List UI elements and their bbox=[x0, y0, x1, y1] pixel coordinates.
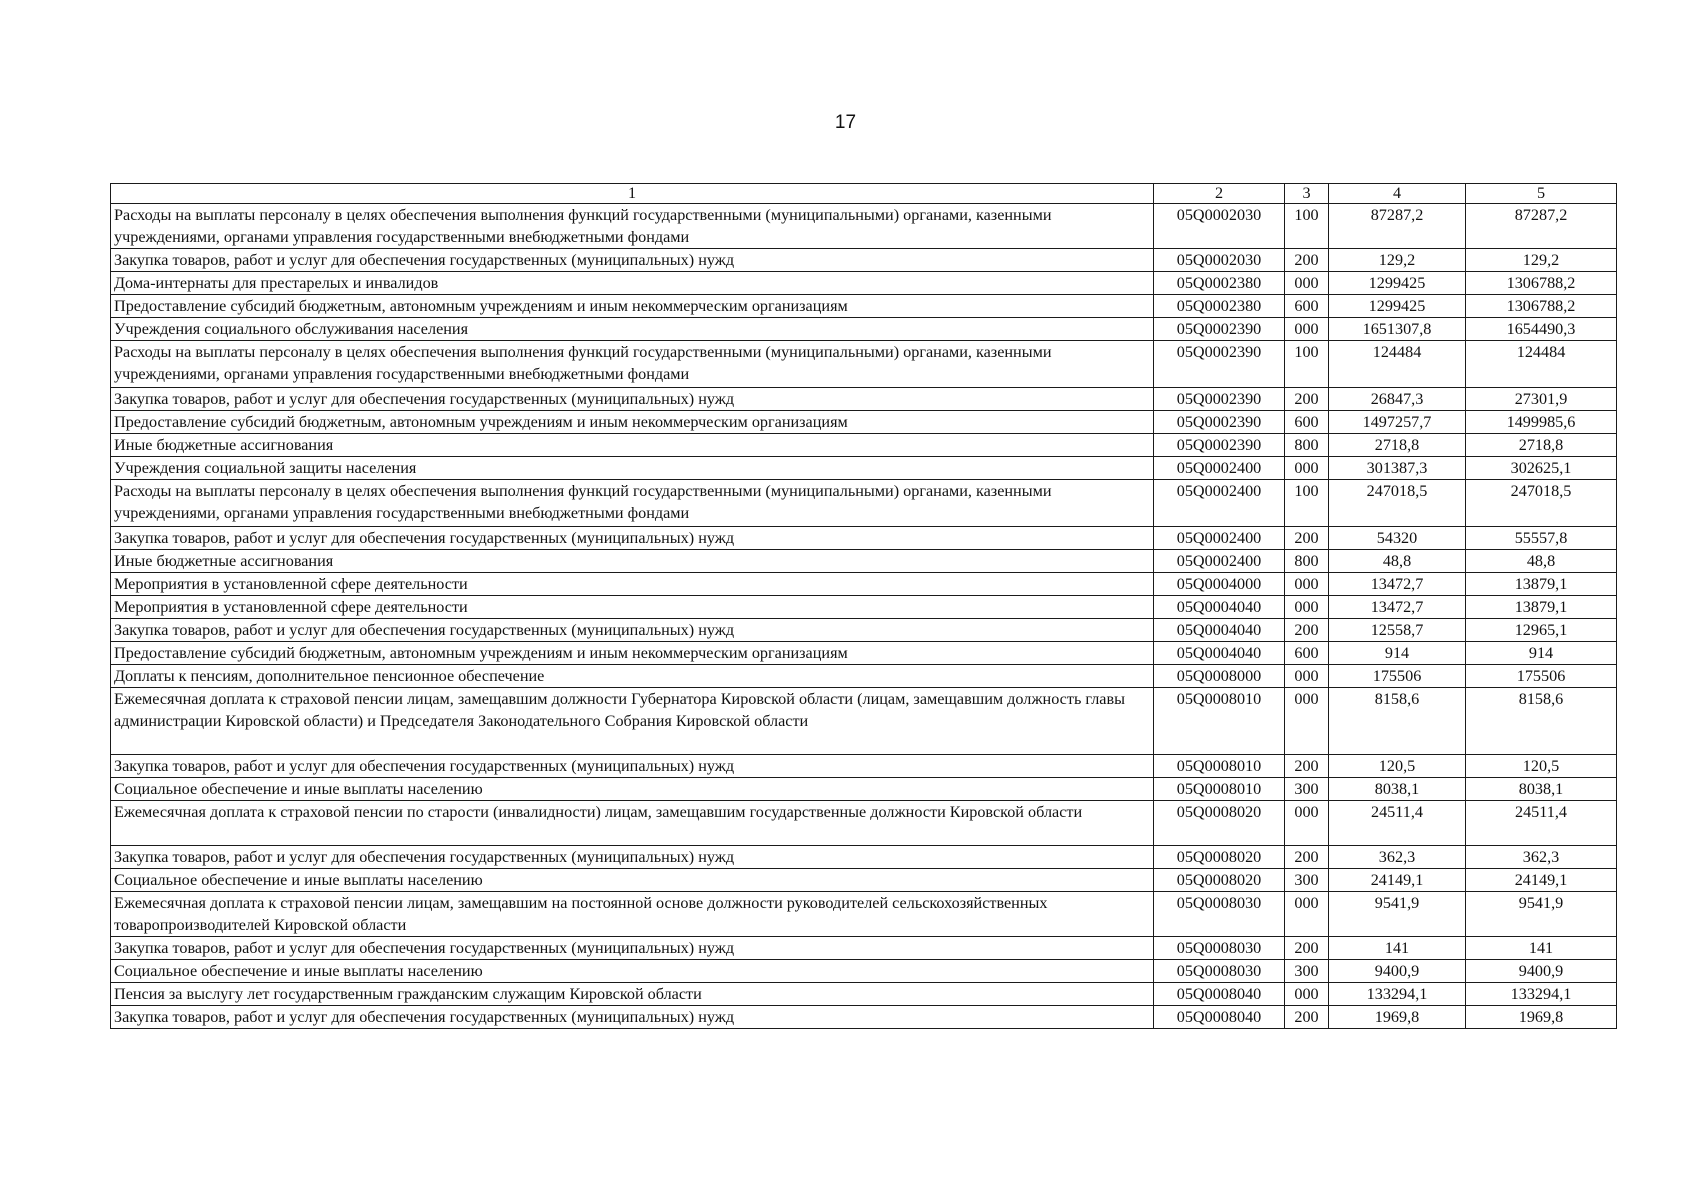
table-row bbox=[111, 434, 1617, 457]
row-name-cell: Расходы на выплаты персоналу в целях обеспечения выполнения функций государственными (муниципальными) органами, казенными учреждениями, органами управления государственными внебюджетными фондами bbox=[111, 204, 1154, 249]
row-value-1-cell: 914 bbox=[1329, 642, 1466, 665]
row-type-cell: 000 bbox=[1285, 688, 1329, 755]
row-value-1-cell: 87287,2 bbox=[1329, 204, 1466, 249]
header-col-2: 2 bbox=[1154, 184, 1285, 204]
row-value-2-cell: 1306788,2 bbox=[1466, 272, 1617, 295]
row-name-cell: Учреждения социального обслуживания населения bbox=[111, 318, 1154, 341]
table-header-row bbox=[111, 184, 1617, 204]
table-row bbox=[111, 846, 1617, 869]
row-name-cell: Социальное обеспечение и иные выплаты населению bbox=[111, 960, 1154, 983]
table-row bbox=[111, 249, 1617, 272]
row-value-1-cell: 1299425 bbox=[1329, 295, 1466, 318]
table-row bbox=[111, 388, 1617, 411]
row-type-cell: 000 bbox=[1285, 457, 1329, 480]
row-value-1-cell: 24149,1 bbox=[1329, 869, 1466, 892]
header-col-4: 4 bbox=[1329, 184, 1466, 204]
row-name-cell: Предоставление субсидий бюджетным, автономным учреждениям и иным некоммерческим организациям bbox=[111, 411, 1154, 434]
row-type-cell: 100 bbox=[1285, 480, 1329, 527]
row-value-1-cell: 247018,5 bbox=[1329, 480, 1466, 527]
budget-table bbox=[110, 183, 1617, 1029]
row-code-cell: 05Q0008010 bbox=[1154, 755, 1285, 778]
row-value-1-cell: 1651307,8 bbox=[1329, 318, 1466, 341]
row-code-cell: 05Q0002390 bbox=[1154, 318, 1285, 341]
row-value-2-cell: 8038,1 bbox=[1466, 778, 1617, 801]
table-row bbox=[111, 869, 1617, 892]
row-value-1-cell: 54320 bbox=[1329, 527, 1466, 550]
row-type-cell: 100 bbox=[1285, 204, 1329, 249]
row-name-cell: Социальное обеспечение и иные выплаты населению bbox=[111, 869, 1154, 892]
table-row bbox=[111, 892, 1617, 937]
row-name-cell: Предоставление субсидий бюджетным, автономным учреждениям и иным некоммерческим организациям bbox=[111, 295, 1154, 318]
row-value-2-cell: 362,3 bbox=[1466, 846, 1617, 869]
row-code-cell: 05Q0002380 bbox=[1154, 295, 1285, 318]
row-value-1-cell: 48,8 bbox=[1329, 550, 1466, 573]
table-row bbox=[111, 665, 1617, 688]
row-value-1-cell: 124484 bbox=[1329, 341, 1466, 388]
row-name-cell: Доплаты к пенсиям, дополнительное пенсионное обеспечение bbox=[111, 665, 1154, 688]
row-value-1-cell: 2718,8 bbox=[1329, 434, 1466, 457]
table-row bbox=[111, 341, 1617, 388]
row-code-cell: 05Q0008030 bbox=[1154, 892, 1285, 937]
row-value-2-cell: 2718,8 bbox=[1466, 434, 1617, 457]
row-value-1-cell: 13472,7 bbox=[1329, 596, 1466, 619]
row-code-cell: 05Q0002400 bbox=[1154, 550, 1285, 573]
row-value-1-cell: 1969,8 bbox=[1329, 1006, 1466, 1029]
row-name-cell: Закупка товаров, работ и услуг для обеспечения государственных (муниципальных) нужд bbox=[111, 388, 1154, 411]
row-value-2-cell: 1499985,6 bbox=[1466, 411, 1617, 434]
row-code-cell: 05Q0008040 bbox=[1154, 983, 1285, 1006]
table-row bbox=[111, 688, 1617, 755]
row-value-2-cell: 141 bbox=[1466, 937, 1617, 960]
row-value-2-cell: 87287,2 bbox=[1466, 204, 1617, 249]
row-value-2-cell: 247018,5 bbox=[1466, 480, 1617, 527]
row-value-2-cell: 13879,1 bbox=[1466, 573, 1617, 596]
row-name-cell: Закупка товаров, работ и услуг для обеспечения государственных (муниципальных) нужд bbox=[111, 1006, 1154, 1029]
row-name-cell: Расходы на выплаты персоналу в целях обеспечения выполнения функций государственными (муниципальными) органами, казенными учреждениями, органами управления государственными внебюджетными фондами bbox=[111, 480, 1154, 527]
row-value-2-cell: 302625,1 bbox=[1466, 457, 1617, 480]
row-name-cell: Ежемесячная доплата к страховой пенсии лицам, замещавшим должности Губернатора Кировской области (лицам, замещавшим должность главы администрации Кировской области) и Председателя Законодательного Собрания Кировской области bbox=[111, 688, 1154, 755]
row-type-cell: 300 bbox=[1285, 778, 1329, 801]
page-number: 17 bbox=[834, 112, 857, 133]
row-type-cell: 200 bbox=[1285, 388, 1329, 411]
row-value-1-cell: 1299425 bbox=[1329, 272, 1466, 295]
row-value-2-cell: 48,8 bbox=[1466, 550, 1617, 573]
row-code-cell: 05Q0002390 bbox=[1154, 411, 1285, 434]
row-type-cell: 200 bbox=[1285, 619, 1329, 642]
row-type-cell: 600 bbox=[1285, 411, 1329, 434]
row-value-2-cell: 9400,9 bbox=[1466, 960, 1617, 983]
row-value-2-cell: 8158,6 bbox=[1466, 688, 1617, 755]
row-name-cell: Закупка товаров, работ и услуг для обеспечения государственных (муниципальных) нужд bbox=[111, 755, 1154, 778]
row-name-cell: Закупка товаров, работ и услуг для обеспечения государственных (муниципальных) нужд bbox=[111, 619, 1154, 642]
row-value-1-cell: 12558,7 bbox=[1329, 619, 1466, 642]
row-value-2-cell: 12965,1 bbox=[1466, 619, 1617, 642]
row-code-cell: 05Q0004040 bbox=[1154, 642, 1285, 665]
row-name-cell: Пенсия за выслугу лет государственным гражданским служащим Кировской области bbox=[111, 983, 1154, 1006]
row-code-cell: 05Q0008020 bbox=[1154, 801, 1285, 846]
table-row bbox=[111, 550, 1617, 573]
row-value-1-cell: 8158,6 bbox=[1329, 688, 1466, 755]
row-code-cell: 05Q0002400 bbox=[1154, 527, 1285, 550]
table-row bbox=[111, 573, 1617, 596]
row-value-2-cell: 914 bbox=[1466, 642, 1617, 665]
row-name-cell: Ежемесячная доплата к страховой пенсии лицам, замещавшим на постоянной основе должности руководителей сельскохозяйственных товаропроизводителей Кировской области bbox=[111, 892, 1154, 937]
table-row bbox=[111, 204, 1617, 249]
row-value-1-cell: 120,5 bbox=[1329, 755, 1466, 778]
row-code-cell: 05Q0008020 bbox=[1154, 846, 1285, 869]
row-code-cell: 05Q0002400 bbox=[1154, 457, 1285, 480]
row-type-cell: 600 bbox=[1285, 642, 1329, 665]
row-type-cell: 800 bbox=[1285, 434, 1329, 457]
row-value-1-cell: 133294,1 bbox=[1329, 983, 1466, 1006]
row-type-cell: 300 bbox=[1285, 960, 1329, 983]
row-code-cell: 05Q0008020 bbox=[1154, 869, 1285, 892]
row-code-cell: 05Q0002380 bbox=[1154, 272, 1285, 295]
table-row bbox=[111, 755, 1617, 778]
row-type-cell: 000 bbox=[1285, 272, 1329, 295]
row-code-cell: 05Q0002400 bbox=[1154, 480, 1285, 527]
table-row bbox=[111, 596, 1617, 619]
row-type-cell: 200 bbox=[1285, 755, 1329, 778]
row-name-cell: Предоставление субсидий бюджетным, автономным учреждениям и иным некоммерческим организациям bbox=[111, 642, 1154, 665]
row-type-cell: 000 bbox=[1285, 892, 1329, 937]
table-body bbox=[111, 204, 1617, 1029]
row-type-cell: 200 bbox=[1285, 1006, 1329, 1029]
row-type-cell: 000 bbox=[1285, 983, 1329, 1006]
row-code-cell: 05Q0002390 bbox=[1154, 341, 1285, 388]
row-value-2-cell: 55557,8 bbox=[1466, 527, 1617, 550]
row-value-1-cell: 9541,9 bbox=[1329, 892, 1466, 937]
row-code-cell: 05Q0008030 bbox=[1154, 937, 1285, 960]
row-name-cell: Закупка товаров, работ и услуг для обеспечения государственных (муниципальных) нужд bbox=[111, 846, 1154, 869]
row-name-cell: Закупка товаров, работ и услуг для обеспечения государственных (муниципальных) нужд bbox=[111, 527, 1154, 550]
row-value-2-cell: 175506 bbox=[1466, 665, 1617, 688]
row-name-cell: Иные бюджетные ассигнования bbox=[111, 550, 1154, 573]
row-name-cell: Социальное обеспечение и иные выплаты населению bbox=[111, 778, 1154, 801]
row-code-cell: 05Q0002030 bbox=[1154, 204, 1285, 249]
row-value-2-cell: 9541,9 bbox=[1466, 892, 1617, 937]
table-row bbox=[111, 983, 1617, 1006]
table-row bbox=[111, 1006, 1617, 1029]
row-name-cell: Расходы на выплаты персоналу в целях обеспечения выполнения функций государственными (муниципальными) органами, казенными учреждениями, органами управления государственными внебюджетными фондами bbox=[111, 341, 1154, 388]
row-value-2-cell: 129,2 bbox=[1466, 249, 1617, 272]
row-type-cell: 100 bbox=[1285, 341, 1329, 388]
row-code-cell: 05Q0002390 bbox=[1154, 388, 1285, 411]
row-type-cell: 000 bbox=[1285, 573, 1329, 596]
row-value-1-cell: 26847,3 bbox=[1329, 388, 1466, 411]
header-col-5: 5 bbox=[1466, 184, 1617, 204]
row-code-cell: 05Q0004040 bbox=[1154, 619, 1285, 642]
row-value-1-cell: 9400,9 bbox=[1329, 960, 1466, 983]
row-code-cell: 05Q0008040 bbox=[1154, 1006, 1285, 1029]
row-code-cell: 05Q0008000 bbox=[1154, 665, 1285, 688]
row-value-2-cell: 133294,1 bbox=[1466, 983, 1617, 1006]
row-value-2-cell: 27301,9 bbox=[1466, 388, 1617, 411]
row-value-1-cell: 24511,4 bbox=[1329, 801, 1466, 846]
table-row bbox=[111, 295, 1617, 318]
row-value-2-cell: 24511,4 bbox=[1466, 801, 1617, 846]
row-type-cell: 000 bbox=[1285, 801, 1329, 846]
row-value-1-cell: 141 bbox=[1329, 937, 1466, 960]
row-value-2-cell: 1306788,2 bbox=[1466, 295, 1617, 318]
row-type-cell: 600 bbox=[1285, 295, 1329, 318]
table-row bbox=[111, 937, 1617, 960]
row-type-cell: 200 bbox=[1285, 937, 1329, 960]
table-row bbox=[111, 480, 1617, 527]
row-type-cell: 300 bbox=[1285, 869, 1329, 892]
row-value-2-cell: 120,5 bbox=[1466, 755, 1617, 778]
row-code-cell: 05Q0002030 bbox=[1154, 249, 1285, 272]
row-value-2-cell: 124484 bbox=[1466, 341, 1617, 388]
row-code-cell: 05Q0002390 bbox=[1154, 434, 1285, 457]
row-name-cell: Дома-интернаты для престарелых и инвалидов bbox=[111, 272, 1154, 295]
row-name-cell: Закупка товаров, работ и услуг для обеспечения государственных (муниципальных) нужд bbox=[111, 937, 1154, 960]
row-name-cell: Мероприятия в установленной сфере деятельности bbox=[111, 573, 1154, 596]
header-col-3: 3 bbox=[1285, 184, 1329, 204]
row-name-cell: Мероприятия в установленной сфере деятельности bbox=[111, 596, 1154, 619]
row-value-1-cell: 129,2 bbox=[1329, 249, 1466, 272]
row-name-cell: Ежемесячная доплата к страховой пенсии по старости (инвалидности) лицам, замещавшим государственные должности Кировской области bbox=[111, 801, 1154, 846]
row-value-1-cell: 362,3 bbox=[1329, 846, 1466, 869]
table-row bbox=[111, 960, 1617, 983]
row-value-1-cell: 8038,1 bbox=[1329, 778, 1466, 801]
row-type-cell: 200 bbox=[1285, 846, 1329, 869]
table-row bbox=[111, 527, 1617, 550]
row-type-cell: 200 bbox=[1285, 527, 1329, 550]
row-code-cell: 05Q0008030 bbox=[1154, 960, 1285, 983]
table-row bbox=[111, 778, 1617, 801]
row-value-1-cell: 301387,3 bbox=[1329, 457, 1466, 480]
row-code-cell: 05Q0004040 bbox=[1154, 596, 1285, 619]
table-row bbox=[111, 272, 1617, 295]
table-row bbox=[111, 801, 1617, 846]
table-row bbox=[111, 411, 1617, 434]
row-type-cell: 800 bbox=[1285, 550, 1329, 573]
table-row bbox=[111, 642, 1617, 665]
table-row bbox=[111, 619, 1617, 642]
row-name-cell: Закупка товаров, работ и услуг для обеспечения государственных (муниципальных) нужд bbox=[111, 249, 1154, 272]
header-col-1: 1 bbox=[111, 184, 1154, 204]
row-value-2-cell: 1654490,3 bbox=[1466, 318, 1617, 341]
row-code-cell: 05Q0008010 bbox=[1154, 778, 1285, 801]
row-value-2-cell: 24149,1 bbox=[1466, 869, 1617, 892]
row-code-cell: 05Q0008010 bbox=[1154, 688, 1285, 755]
table-row bbox=[111, 318, 1617, 341]
row-type-cell: 000 bbox=[1285, 318, 1329, 341]
row-name-cell: Учреждения социальной защиты населения bbox=[111, 457, 1154, 480]
row-value-1-cell: 13472,7 bbox=[1329, 573, 1466, 596]
row-value-1-cell: 175506 bbox=[1329, 665, 1466, 688]
table-row bbox=[111, 457, 1617, 480]
row-value-2-cell: 13879,1 bbox=[1466, 596, 1617, 619]
row-value-1-cell: 1497257,7 bbox=[1329, 411, 1466, 434]
row-name-cell: Иные бюджетные ассигнования bbox=[111, 434, 1154, 457]
row-type-cell: 000 bbox=[1285, 596, 1329, 619]
row-value-2-cell: 1969,8 bbox=[1466, 1006, 1617, 1029]
row-type-cell: 200 bbox=[1285, 249, 1329, 272]
row-code-cell: 05Q0004000 bbox=[1154, 573, 1285, 596]
row-type-cell: 000 bbox=[1285, 665, 1329, 688]
